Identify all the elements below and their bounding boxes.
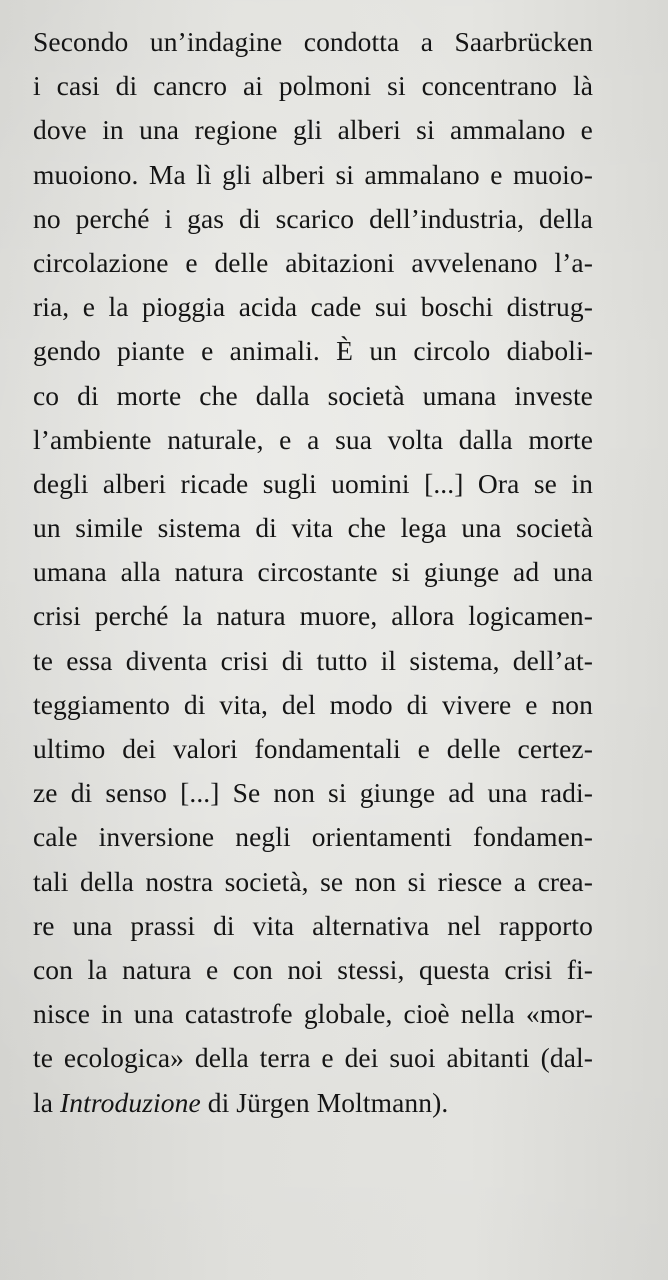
final-line-after: di Jürgen Moltmann).: [200, 1086, 449, 1118]
text-line-11: degli alberi ricade sugli uomini [...] Ora se in: [33, 467, 593, 499]
text-line-16: teggiamento di vita, del modo di vivere e non: [33, 688, 593, 720]
text-line-18: ze di senso [...] Se non si giunge ad una radi-: [33, 777, 593, 809]
text-line-13: umana alla natura circostante si giunge ad una: [33, 556, 593, 588]
text-line-12: un simile sistema di vita che lega una società: [33, 512, 593, 544]
text-line-20: tali della nostra società, se non si riesce a crea-: [33, 865, 593, 897]
text-line-3: dove in una regione gli alberi si ammalano e: [33, 114, 593, 146]
book-title-italic: Introduzione: [60, 1086, 201, 1118]
text-line-22: con la natura e con noi stessi, questa crisi fi-: [33, 953, 593, 985]
text-line-4: muoiono. Ma lì gli alberi si ammalano e muoio-: [33, 158, 593, 190]
quoted-passage: [33, 20, 593, 1125]
text-line-14: crisi perché la natura muore, allora logicamen-: [33, 600, 593, 632]
text-line-2: i casi di cancro ai polmoni si concentrano là: [33, 70, 593, 102]
text-line-15: te essa diventa crisi di tutto il sistema, dell’at-: [33, 644, 593, 676]
text-line-25: [33, 1081, 593, 1125]
text-line-17: ultimo dei valori fondamentali e delle certez-: [33, 733, 593, 764]
text-line-5: no perché i gas di scarico dell’industria, della: [33, 202, 593, 234]
text-line-6: circolazione e delle abitazioni avvelenano l’a-: [33, 246, 593, 278]
text-line-1: Secondo un’indagine condotta a Saarbrücken: [33, 26, 593, 57]
text-line-10: l’ambiente naturale, e a sua volta dalla morte: [33, 423, 593, 455]
text-line-23: nisce in una catastrofe globale, cioè nella «mor-: [33, 998, 593, 1030]
text-line-19: cale inversione negli orientamenti fondamen-: [33, 821, 593, 853]
text-line-7: ria, e la pioggia acida cade sui boschi distrug-: [33, 291, 593, 323]
final-line-before: la: [33, 1086, 61, 1118]
text-line-24: te ecologica» della terra e dei suoi abitanti (dal-: [33, 1042, 593, 1074]
text-line-8: gendo piante e animali. È un circolo diaboli-: [33, 335, 593, 367]
text-line-9: co di morte che dalla società umana investe: [33, 379, 593, 411]
text-line-21: re una prassi di vita alternativa nel rapporto: [33, 909, 593, 941]
